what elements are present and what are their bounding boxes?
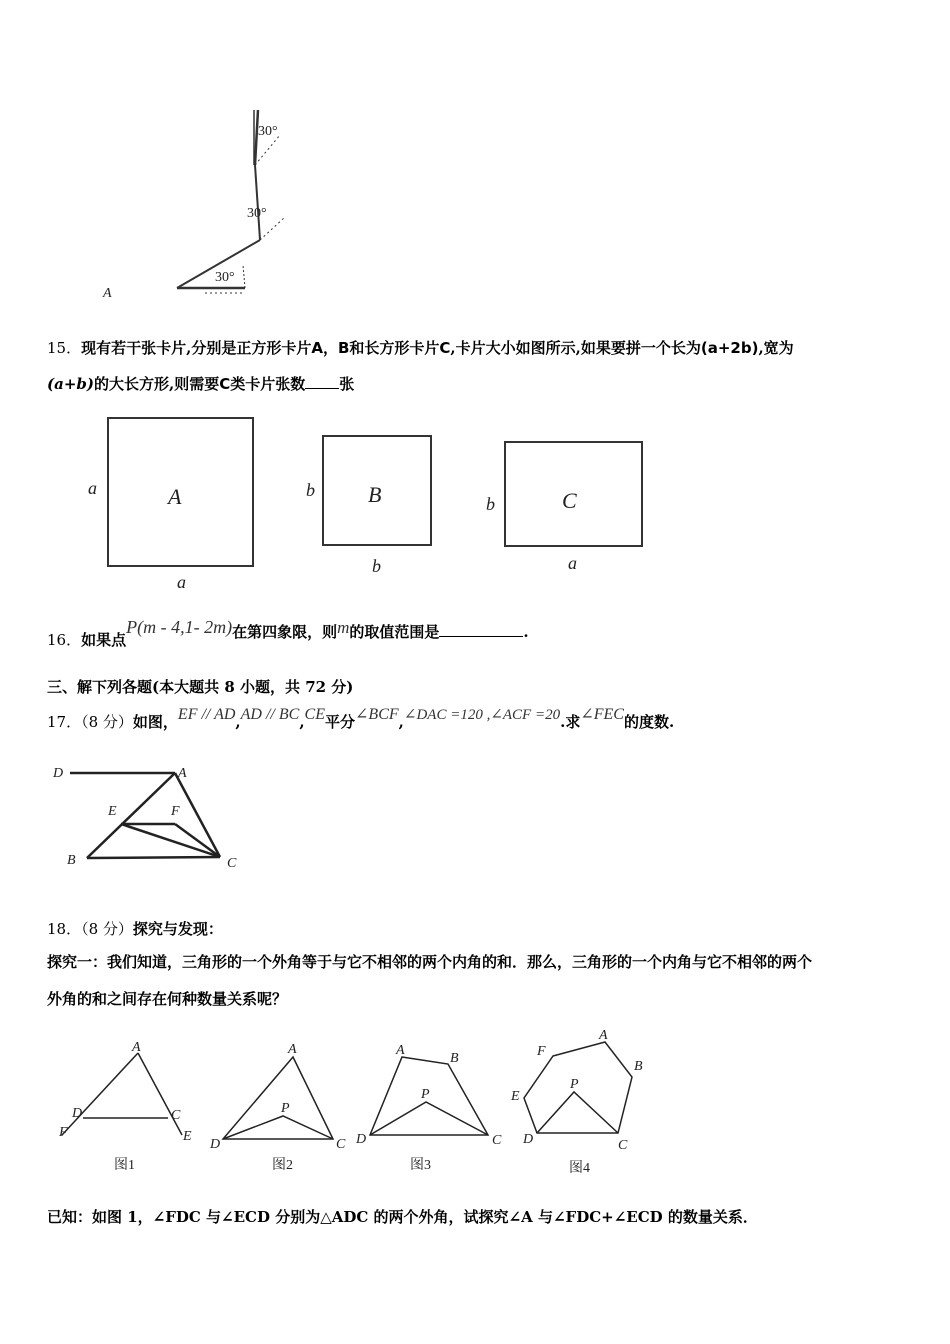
q15-text-5: 的大长方形,则需要 bbox=[93, 375, 220, 393]
q17-m2: AD // BC bbox=[240, 706, 300, 723]
card-b-bottom-label: b bbox=[372, 556, 381, 576]
q18-known: 已知：如图 1，∠FDC 与∠ECD 分别为△ADC 的两个外角，试探究∠A 与∠FDC+∠ECD 的数量关系． bbox=[47, 1208, 758, 1226]
q17-label-d: D bbox=[53, 766, 64, 781]
point-a-label: A bbox=[103, 286, 112, 301]
card-a-bottom-label: a bbox=[177, 572, 186, 592]
q16-text-4: . bbox=[523, 623, 529, 641]
q16-point: P(m - 4,1- 2m) bbox=[126, 617, 233, 637]
q17-text-1: 如图， bbox=[132, 713, 178, 731]
q16-line bbox=[47, 617, 529, 649]
q15-text-3: ,卡片大小如图所示,如果要拼一个长为 bbox=[450, 339, 701, 357]
card-a-side-label: a bbox=[88, 478, 97, 498]
card-a-name: A bbox=[168, 484, 182, 509]
cards-figure bbox=[80, 410, 680, 595]
q17-sep1: , bbox=[235, 713, 241, 731]
fig2-label-p: P bbox=[281, 1101, 290, 1116]
fig4-label-d: D bbox=[523, 1132, 534, 1147]
angle-mid-label: 30° bbox=[247, 206, 267, 221]
q15-long: (a+2b) bbox=[700, 339, 759, 357]
q17-figure bbox=[45, 760, 255, 875]
fig3-label-b: B bbox=[450, 1051, 459, 1066]
card-c-bottom-label: a bbox=[568, 553, 577, 573]
q16-answer-blank[interactable] bbox=[439, 622, 523, 637]
q18-score: （8 分） bbox=[81, 920, 133, 938]
card-c-name: C bbox=[562, 488, 577, 513]
fig2-shape bbox=[223, 1057, 333, 1139]
q17-label-b: B bbox=[67, 853, 76, 868]
fig3-label-a: A bbox=[396, 1043, 405, 1058]
angle-top-label: 30° bbox=[258, 124, 278, 139]
q16-number: 16． bbox=[47, 631, 82, 649]
q15-card-c: C bbox=[439, 339, 451, 357]
q15-wide: (a+b) bbox=[47, 375, 94, 393]
q16-var: m bbox=[337, 618, 350, 637]
fig4-label-a: A bbox=[599, 1028, 608, 1043]
fig1-label-a: A bbox=[132, 1040, 141, 1055]
fig3-label-d: D bbox=[356, 1132, 367, 1147]
fig4-label-f: F bbox=[537, 1044, 546, 1059]
q15-sep1: ， bbox=[322, 339, 338, 357]
q18-heading bbox=[47, 918, 223, 939]
fig4-label-c: C bbox=[618, 1138, 628, 1153]
fig4-caption: 图4 bbox=[569, 1161, 590, 1176]
fig4-label-p: P bbox=[570, 1077, 579, 1092]
q18-explore-2: 外角的和之间存在何种数量关系呢？ bbox=[47, 990, 288, 1008]
q17-label-a: A bbox=[178, 766, 187, 781]
q17-text-3: .求 bbox=[560, 713, 581, 731]
fig1-caption: 图1 bbox=[114, 1158, 135, 1173]
q15-line-2 bbox=[47, 373, 354, 394]
q17-line bbox=[47, 703, 674, 733]
q15-card-b: B bbox=[337, 339, 350, 357]
q18-explore-1: 探究一：我们知道，三角形的一个外角等于与它不相邻的两个内角的和．那么，三角形的一个内角与它不相邻的两个 bbox=[47, 953, 813, 971]
q15-text-1: 现有若干张卡片,分别是正方形卡片 bbox=[81, 339, 312, 357]
q15-line-1 bbox=[47, 337, 794, 358]
q17-number: 17． bbox=[47, 713, 82, 731]
fig1-label-c: C bbox=[171, 1108, 181, 1123]
fig1-label-f: F bbox=[59, 1125, 68, 1140]
card-c-side-label: b bbox=[486, 494, 495, 514]
fig3-caption: 图3 bbox=[410, 1158, 431, 1173]
q18-number: 18． bbox=[47, 920, 82, 938]
fig3-label-c: C bbox=[492, 1133, 502, 1148]
q16-text-1: 如果点 bbox=[81, 631, 127, 649]
q17-score: （8 分） bbox=[81, 713, 133, 731]
q18-figures bbox=[50, 1020, 670, 1180]
fig2-caption: 图2 bbox=[272, 1158, 293, 1173]
q17-label-c: C bbox=[227, 856, 237, 871]
q17-text-4: 的度数. bbox=[623, 713, 675, 731]
angle-path-figure bbox=[95, 105, 305, 305]
q15-card-a: A bbox=[311, 339, 323, 357]
q15-number: 15． bbox=[47, 339, 82, 357]
q17-m1: EF // AD bbox=[177, 706, 236, 723]
q15-answer-blank[interactable] bbox=[305, 374, 339, 389]
q18-title: 探究与发现： bbox=[132, 920, 223, 938]
q17-m6: ∠FEC bbox=[580, 706, 624, 723]
fig2-label-a: A bbox=[288, 1042, 297, 1057]
fig1-shape bbox=[62, 1053, 182, 1135]
fig1-label-e: E bbox=[183, 1129, 192, 1144]
q15-text-2: 和长方形卡片 bbox=[349, 339, 440, 357]
fig1-label-d: D bbox=[72, 1106, 83, 1121]
fig4-label-b: B bbox=[634, 1059, 643, 1074]
fig4-label-e: E bbox=[511, 1089, 520, 1104]
q15-text-4: ,宽为 bbox=[758, 339, 794, 357]
q17-sep2: , bbox=[299, 713, 305, 731]
fig2-label-c: C bbox=[336, 1137, 346, 1152]
q17-m3: CE bbox=[304, 706, 325, 723]
q17-label-e: E bbox=[108, 804, 117, 819]
q15-card-c2: C bbox=[219, 375, 231, 393]
q16-text-2: 在第四象限，则 bbox=[232, 623, 338, 641]
q15-text-7: 张 bbox=[339, 375, 355, 393]
fig2-label-d: D bbox=[210, 1137, 221, 1152]
section3-title: 三、解下列各题(本大题共 8 小题，共 72 分) bbox=[47, 678, 354, 696]
q17-text-2: 平分 bbox=[325, 713, 356, 731]
q15-text-6: 类卡片张数 bbox=[230, 375, 306, 393]
card-b-name: B bbox=[368, 482, 382, 507]
fig3-label-p: P bbox=[421, 1087, 430, 1102]
angle-bottom-label: 30° bbox=[215, 270, 235, 285]
card-b-side-label: b bbox=[306, 480, 315, 500]
q17-label-f: F bbox=[171, 804, 180, 819]
q17-m4: ∠BCF bbox=[355, 706, 399, 723]
q17-sep3: , bbox=[398, 713, 404, 731]
q16-text-3: 的取值范围是 bbox=[349, 623, 440, 641]
q17-m5: ∠DAC =120 ,∠ACF =20 bbox=[403, 707, 561, 723]
